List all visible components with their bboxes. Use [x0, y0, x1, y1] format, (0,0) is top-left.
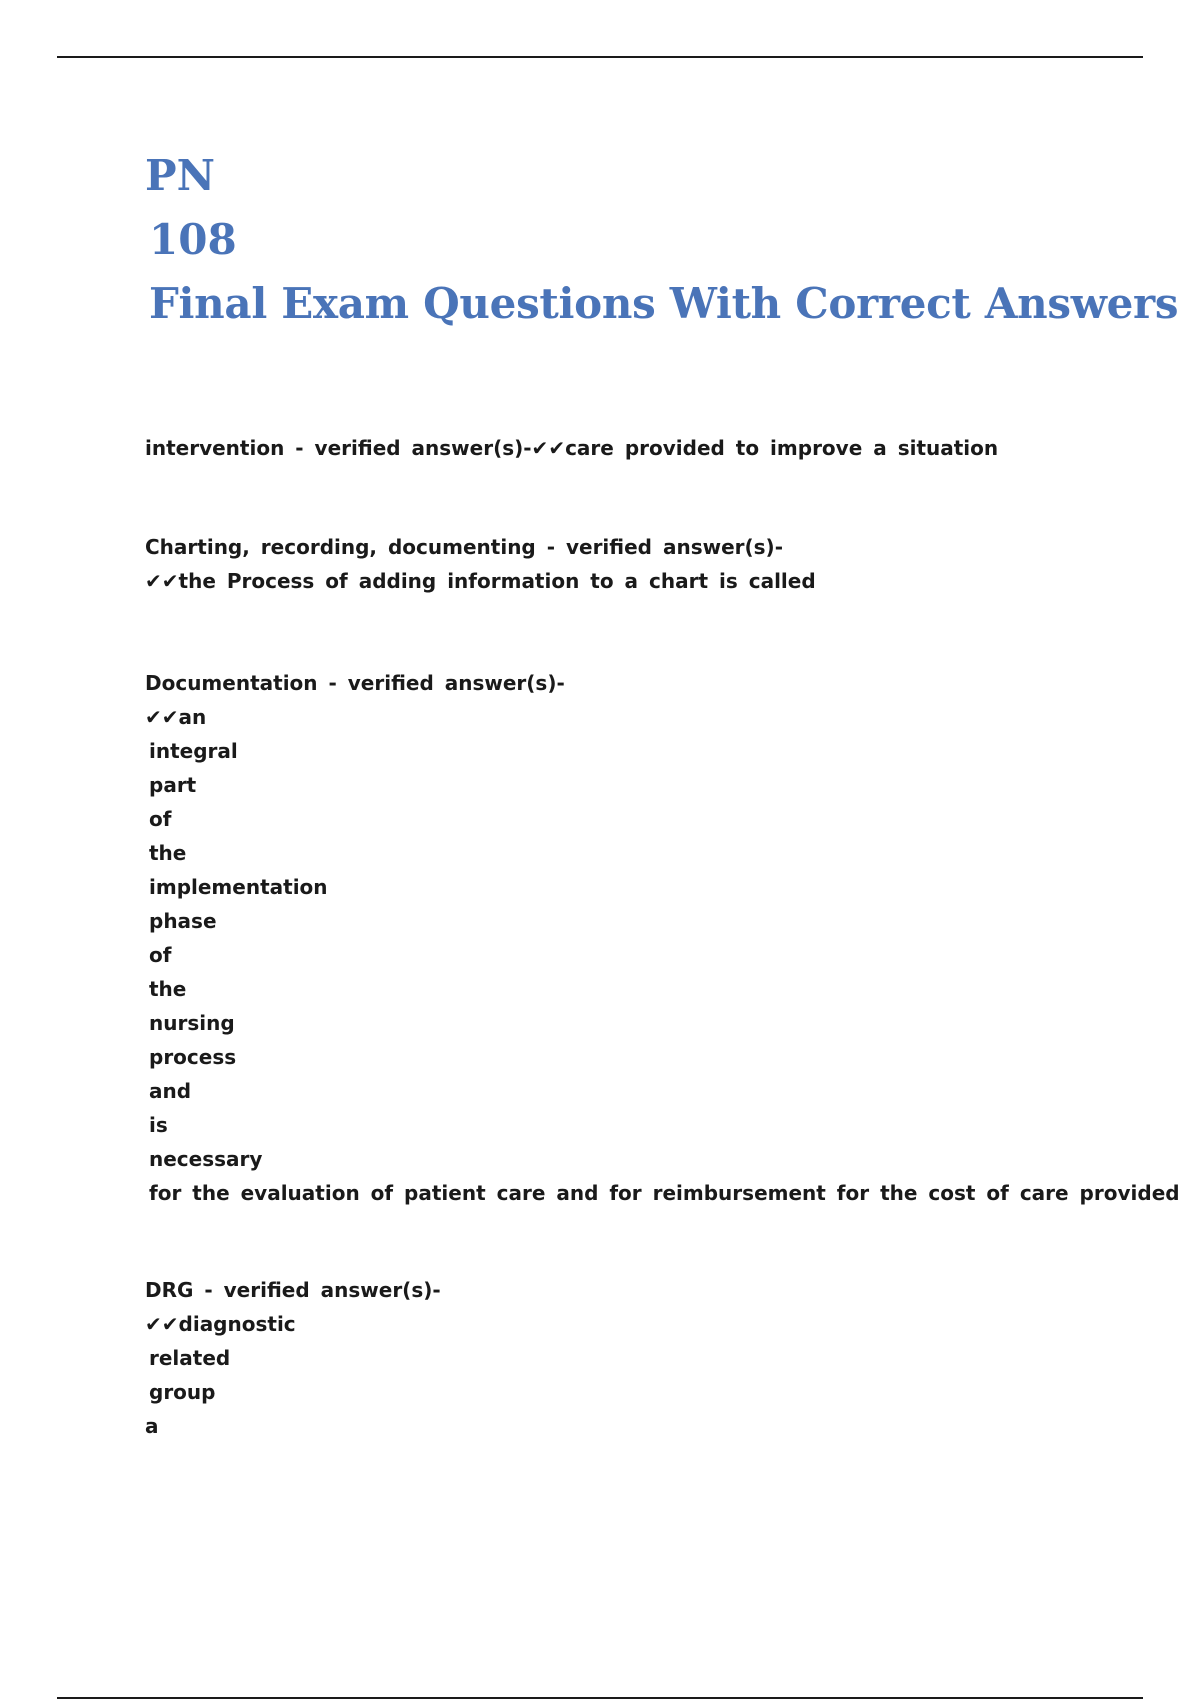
qa-line: Documentation - verified answer(s)- — [145, 671, 565, 695]
bottom-rule — [57, 1697, 1143, 1699]
title-line-course: PN — [145, 151, 215, 200]
qa-line: intervention - verified answer(s)-✔✔care provided to improve a situation — [145, 436, 999, 460]
document-title — [145, 144, 1179, 336]
qa-line: nursing — [149, 1011, 235, 1035]
qa-line: the — [149, 977, 187, 1001]
qa-line: ✔✔the Process of adding information to a chart is called — [145, 569, 816, 593]
qa-line: ✔✔diagnostic — [145, 1312, 296, 1336]
qa-line: for the evaluation of patient care and for reimbursement for the cost of care provided — [149, 1181, 1180, 1205]
qa-line: and — [149, 1079, 192, 1103]
qa-line: group — [149, 1380, 216, 1404]
qa-line: phase — [149, 909, 217, 933]
qa-line: is — [149, 1113, 168, 1137]
qa-entry-intervention — [145, 431, 1145, 465]
title-line-number: 108 — [149, 215, 237, 264]
qa-line: necessary — [149, 1147, 263, 1171]
qa-line: a — [145, 1414, 159, 1438]
qa-entry-charting — [145, 530, 1145, 598]
title-line-subtitle: Final Exam Questions With Correct Answers — [149, 279, 1179, 328]
qa-entry-drg — [145, 1273, 1145, 1443]
qa-line: integral — [149, 739, 238, 763]
qa-line: DRG - verified answer(s)- — [145, 1278, 441, 1302]
qa-line: related — [149, 1346, 231, 1370]
qa-line: process — [149, 1045, 237, 1069]
qa-line: implementation — [149, 875, 328, 899]
qa-line: the — [149, 841, 187, 865]
top-rule — [57, 56, 1143, 58]
qa-line: of — [149, 807, 172, 831]
qa-line: ✔✔an — [145, 705, 207, 729]
qa-line: Charting, recording, documenting - verified answer(s)- — [145, 535, 783, 559]
qa-entry-documentation — [145, 666, 1180, 1210]
qa-line: of — [149, 943, 172, 967]
qa-line: part — [149, 773, 197, 797]
